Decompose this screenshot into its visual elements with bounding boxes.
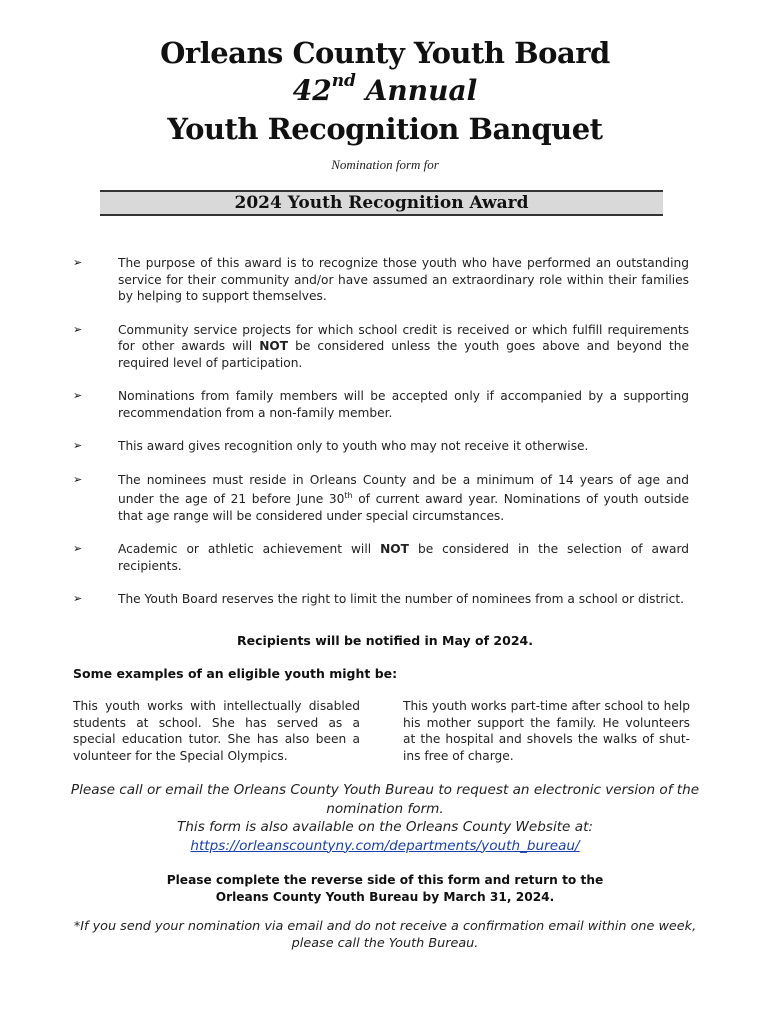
form-subtitle: Nomination form for — [331, 157, 439, 172]
award-title-bar: 2024 Youth Recognition Award — [100, 190, 663, 216]
arrow-bullet-icon: ➢ — [73, 592, 83, 606]
return-line-1: Please complete the reverse side of this form and return to the — [166, 873, 604, 887]
criteria-text: The nominees must reside in Orleans County and be a minimum of 14 years of age and under the age of 21 before June 30 — [118, 472, 689, 507]
criteria-item — [73, 472, 689, 525]
example-right: This youth works part-time after school to help his mother support the family. He volunteers at the hospital and shovels the walks of shut-ins free of charge. — [403, 699, 690, 763]
annual-word: Annual — [355, 74, 478, 107]
arrow-bullet-icon: ➢ — [73, 472, 83, 486]
youth-bureau-link[interactable]: https://orleanscountyny.com/departments/youth_bureau/ — [190, 837, 580, 854]
arrow-bullet-icon: ➢ — [73, 542, 83, 556]
arrow-bullet-icon: ➢ — [73, 389, 83, 402]
event-title: Youth Recognition Banquet — [167, 112, 603, 146]
criteria-text: The purpose of this award is to recognize those youth who have performed an outstanding service for their community and/or have assumed an extraordinary role within their families by helping to support themselves. — [118, 256, 689, 303]
criteria-text: Nominations from family members will be accepted only if accompanied by a supporting recommendation from a non-family member. — [118, 389, 689, 420]
criteria-text: of current award year. Nominations of youth outside that age range will be considered under special circumstances. — [118, 492, 689, 523]
criteria-text: Academic or athletic achievement will — [118, 542, 381, 557]
arrow-bullet-icon: ➢ — [73, 256, 83, 269]
criteria-list — [73, 255, 689, 625]
annual-heading — [0, 70, 770, 107]
annual-number: 42 — [292, 74, 332, 107]
criteria-text: be considered in the selection of award recipients. — [118, 542, 689, 573]
criteria-text: This award gives recognition only to youth who may not receive it otherwise. — [118, 439, 589, 453]
criteria-emphasis: NOT — [259, 339, 289, 353]
criteria-item — [73, 541, 689, 574]
annual-ordinal-suffix: nd — [331, 70, 356, 91]
footnote: *If you send your nomination via email and do not receive a confirmation email within one week, please call the Youth Bureau. — [73, 919, 697, 951]
arrow-bullet-icon: ➢ — [73, 439, 83, 452]
criteria-emphasis: NOT — [380, 542, 409, 557]
contact-request-line: Please call or email the Orleans County Youth Bureau to request an electronic version of the nomination form. — [70, 782, 700, 817]
criteria-text: be considered unless the youth goes above and beyond the required level of participation. — [118, 339, 689, 370]
criteria-superscript: th — [344, 491, 353, 500]
criteria-item — [73, 591, 689, 608]
criteria-text: The Youth Board reserves the right to limit the number of nominees from a school or district. — [118, 592, 685, 607]
criteria-item — [73, 255, 689, 305]
criteria-text: Community service projects for which school credit is received or which fulfill requirements for other awards will — [118, 322, 689, 353]
return-instructions — [0, 872, 770, 906]
contact-info — [40, 781, 730, 855]
arrow-bullet-icon: ➢ — [73, 322, 83, 336]
return-line-2: Orleans County Youth Bureau by March 31, 2024. — [215, 890, 555, 904]
contact-website-line: This form is also available on the Orleans County Website at: — [177, 819, 593, 835]
criteria-item — [73, 322, 689, 372]
example-left: This youth works with intellectually disabled students at school. She has served as a special education tutor. She has also been a volunteer for the Special Olympics. — [73, 699, 360, 763]
examples-heading: Some examples of an eligible youth might be: — [73, 666, 398, 681]
page-title: Orleans County Youth Board — [160, 36, 610, 70]
criteria-item — [73, 438, 689, 455]
notification-notice: Recipients will be notified in May of 2024. — [237, 633, 533, 648]
criteria-item — [73, 388, 689, 421]
